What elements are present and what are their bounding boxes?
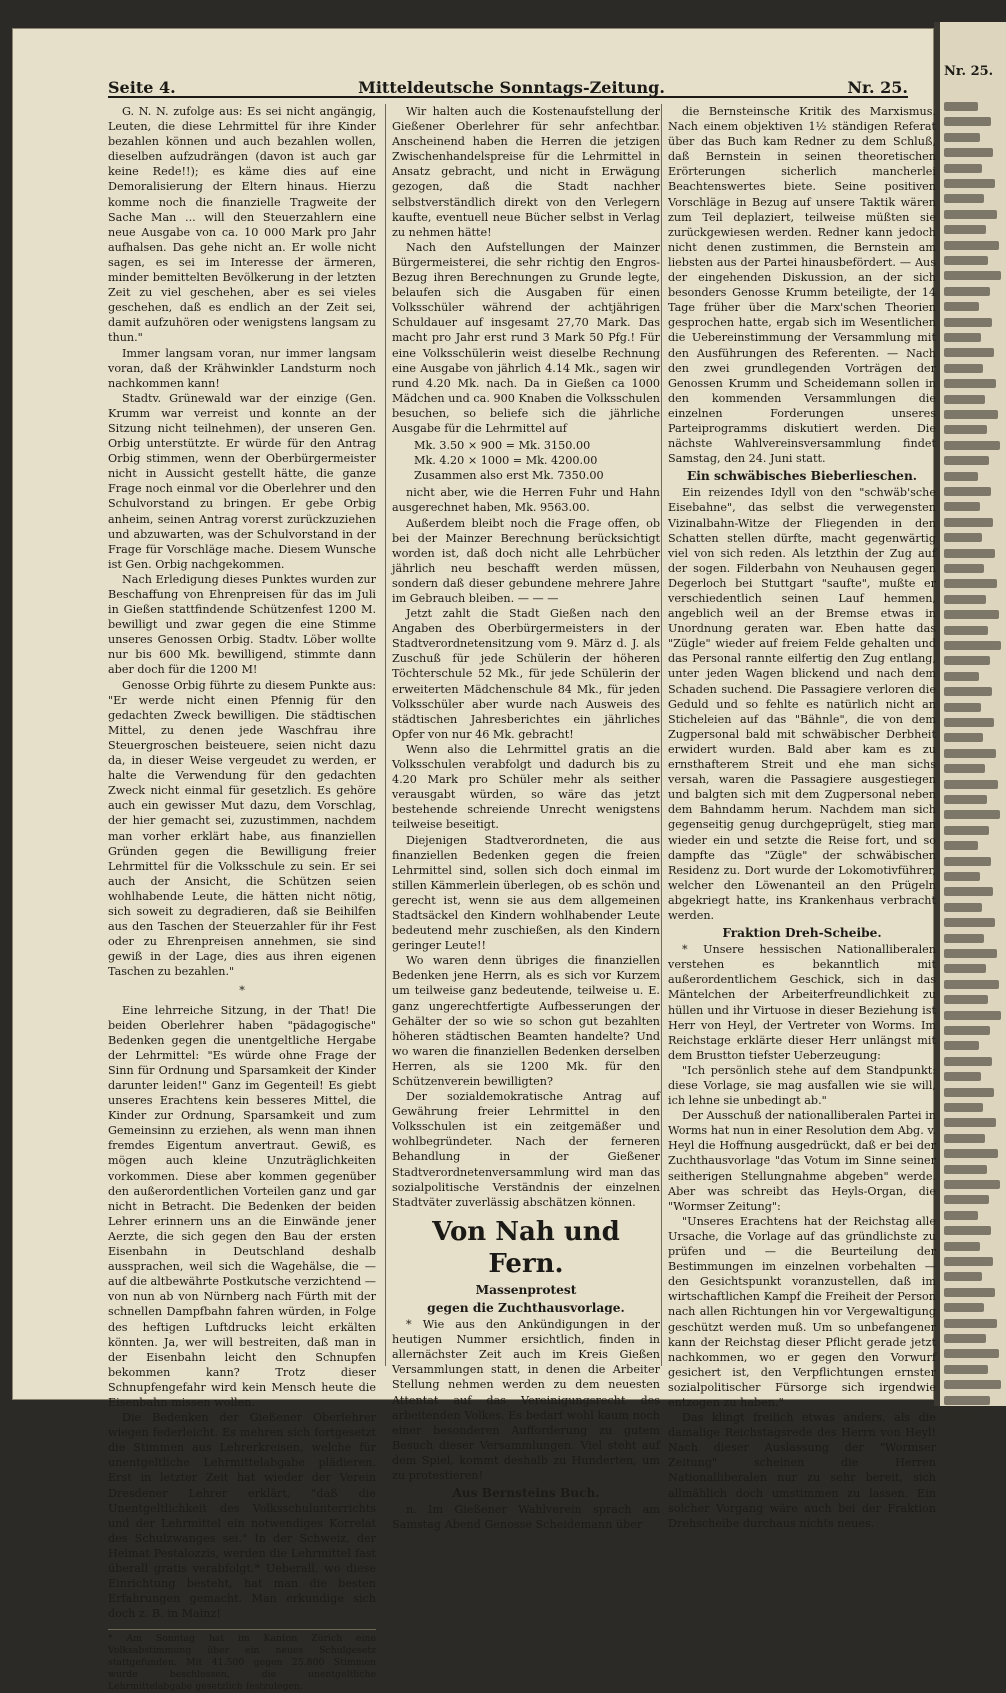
adjacent-page-text-line <box>944 641 1001 650</box>
adjacent-page-text-line <box>944 1057 992 1066</box>
adjacent-page-text-line <box>944 1088 994 1097</box>
article-paragraph: Der Ausschuß der nationalliberalen Partei in Worms hat nun in einer Resolution dem Abg. v. Heyl die Hoffnung ausgedrückt, daß er bei der Zuchthausvorlage "das Votum im Sinne seiner seitherigen Stellungnahme abgeben" werde. Aber was schreibt das Heyls-Organ, die "Wormser Zeitung": <box>668 1109 936 1213</box>
column-2 <box>392 104 660 1532</box>
cost-calculation <box>392 438 660 483</box>
adjacent-page-text-line <box>944 410 998 419</box>
article-paragraph: Nach den Aufstellungen der Mainzer Bürgermeisterei, die sehr richtig den Engros-Bezug ihren Berechnungen zu Grunde legte, belaufen sich die Ausgaben für einen Volksschüler während der achtjährigen Schuldauer auf insgesamt 27,70 Mark. Das macht pro Jahr erst rund 3 Mark 50 Pfg.! Für eine Volksschülerin weist dieselbe Rechnung eine Ausgabe von jährlich 4.14 Mk., sagen wir rund 4.20 Mk. nach. Da in Gießen ca 1000 Mädchen und ca. 900 Knaben die Volksschulen besuchen, so beliefe sich die jährliche Ausgabe für die Lehrmittel auf <box>392 240 660 435</box>
adjacent-page-text-line <box>944 1242 980 1251</box>
adjacent-page-text-line <box>944 364 983 373</box>
adjacent-page-text-line <box>944 318 992 327</box>
article-paragraph: Jetzt zahlt die Stadt Gießen nach den Angaben des Oberbürgermeisters in der Stadtverordnetensitzung vom 9. März d. J. als Zuschuß für jede Schülerin der höheren Töchterschule 52 Mk., für jede Schülerin der erweiterten Mädchenschule 84 Mk., für jeden Volksschüler aber wurde nach Ausweis des städtischen Jahresberichtes ein jährliches Opfer von nur 46 Mk. gebracht! <box>392 607 660 741</box>
adjacent-page-text-line <box>944 1011 1001 1020</box>
adjacent-page-header: Nr. 25. <box>944 64 994 79</box>
newspaper-title: Mitteldeutsche Sonntags-Zeitung. <box>358 77 665 97</box>
adjacent-page-text-line <box>944 903 982 912</box>
adjacent-page-text-line <box>944 210 997 219</box>
article-paragraph: G. N. N. zufolge aus: Es sei nicht angängig, Leuten, die diese Lehrmittel für ihre Kinder bezahlen können und auch bezahlen wollen, dieselben aufzudrängen (davon ist auch gar keine Rede!!); es käme dies auf eine Demoralisierung der Eltern hinaus. Hierzu komme noch die finanzielle Tragweite der Sache Man ... will den Steuerzahlern eine neue Ausgabe von ca. 10 000 Mark pro Jahr aufhalsen. Das gehe nicht an. Er wolle nicht sagen, es sei im Interesse der ärmeren, minder bemittelten Bevölkerung in der letzten Zeit zu viel geschehen, aber es sei vieles geschehen, daß es endlich an der Zeit sei, damit aufzuhören oder wenigstens langsam zu thun." <box>108 105 376 345</box>
adjacent-page-text-line <box>944 595 986 604</box>
article-paragraph: Genosse Orbig führte zu diesem Punkte aus: "Er werde nicht einen Pfennig für den gedachten Zweck bewilligen. Die städtischen Mittel, zu denen jede Waschfrau ihre Steuergroschen beisteuere, seien nicht dazu da, in dieser Weise vergeudet zu werden, er halte die Verwendung für den gedachten Zweck nicht einmal für gesetzlich. Es gehöre auch ein gewisser Mut dazu, dem Vorschlag, der hier gemacht sei, zuzustimmen, nachdem man vorher erklärt habe, aus finanziellen Gründen gegen die Bewilligung freier Lehrmittel für die Volksschule zu sein. Er sei auch der Ansicht, die Schützen seien wohlhabende Leute, die hätten nicht nötig, sich soweit zu degradieren, daß sie Beihilfen aus den Taschen der Steuerzahler für ihr Fest oder zu Ehrenpreisen annehmen, sie sind gewiß in der Lage, dies aus ihren eigenen Taschen zu bezahlen." <box>108 678 376 979</box>
article-paragraph: Außerdem bleibt noch die Frage offen, ob bei der Mainzer Berechnung berücksichtigt worden ist, daß doch nicht alle Lehrbücher jährlich neu beschafft werden müssen, sondern daß dieser gebundene mehrere Jahre im Gebrauch bleiben. — — — <box>392 516 660 605</box>
adjacent-page-text-line <box>944 441 1000 450</box>
adjacent-page-text-line <box>944 918 995 927</box>
adjacent-page-text-line <box>944 872 980 881</box>
adjacent-page-text-line <box>944 964 986 973</box>
adjacent-page-text-line <box>944 749 996 758</box>
adjacent-page-text-line <box>944 395 985 404</box>
adjacent-page-text-line <box>944 857 991 866</box>
article-paragraph: die Bernsteinsche Kritik des Marxismus. Nach einem objektiven 1½ ständigen Referat über das Buch kam Redner zu dem Schluß, daß Bernstein in seinen theoretischen Erörterungen sicherlich mancherlei Beachtenswertes biete. Seine positiven Vorschläge in Bezug auf unsere Taktik wären zum Teil deplaziert, teilweise müßten sie zurückgewiesen werden. Redner kann jedoch nicht denen zustimmen, die Bernstein am liebsten aus der Partei hinausbefördert. — Aus der eingehenden Diskussion, an der sich besonders Genosse Krumm beteiligte, der 14 Tage früher über die Marx'schen Theorien gesprochen hatte, ergab sich im Wesentlichen die Uebereinstimmung der Versammlung mit den Ausführungen des Referenten. — Nach den zwei grundlegenden Vorträgen der Genossen Krumm und Scheidemann sollen in den kommenden Versammlungen die einzelnen Forderungen unseres Parteiprogramms diskutiert werden. Die nächste Wahlvereinsversammlung findet Samstag, den 24. Juni statt. <box>668 105 936 466</box>
adjacent-page-text-line <box>944 287 990 296</box>
footnote: * Am Sonntag hat im Kanton Zürich eine Volksabstimmung über ein neues Schulgesetz stattgefunden. Mit 41.500 gegen 25.800 Stimmen wurde beschlossen, die unentgeltliche Lehrmittelabgabe gesetzlich festzulegen. <box>108 1629 376 1693</box>
article-paragraph: Immer langsam voran, nur immer langsam voran, daß der Krähwinkler Landsturm noch nachkommen kann! <box>108 346 376 390</box>
calculation-line: Mk. 4.20 × 1000 = Mk. 4200.00 <box>414 454 598 468</box>
adjacent-page-text-line <box>944 1365 988 1374</box>
column-3 <box>668 104 936 1530</box>
adjacent-page-text-line <box>944 795 987 804</box>
adjacent-page-text-line <box>944 841 978 850</box>
article-subheading: gegen die Zuchthausvorlage. <box>427 1300 625 1315</box>
page-number: Seite 4. <box>108 77 176 97</box>
adjacent-page-text-line <box>944 225 986 234</box>
section-title: Von Nah und Fern. <box>432 1216 620 1279</box>
article-paragraph: "Unseres Erachtens hat der Reichstag alle Ursache, die Vorlage auf das gründlichste zu prüfen und — die Beurteilung der Bestimmungen im einzelnen vorbehalten — den Gesichtspunkt voranzustellen, daß im wirtschaftlichen Kampf die Freiheit der Person nach allen Richtungen hin vor Vergewaltigung geschützt werden muß. Um so unbefangener kann der Reichstag dieser Pflicht gerade jetzt nachkommen, wo er gegen den Vorwurf gesichert ist, den Verpflichtungen ernster sozialpolitischer Fürsorge sich irgendwie entzogen zu haben." <box>668 1214 936 1409</box>
adjacent-page-text-line <box>944 472 978 481</box>
article-paragraph: nicht aber, wie die Herren Fuhr und Hahn ausgerechnet haben, Mk. 9563.00. <box>392 486 660 515</box>
adjacent-page-text-line <box>944 656 990 665</box>
adjacent-page-text-line <box>944 1134 985 1143</box>
adjacent-page-text-line <box>944 271 1001 280</box>
article-paragraph: Eine lehrreiche Sitzung, in der That! Die beiden Oberlehrer haben "pädagogische" Bedenken gegen die unentgeltliche Hergabe der Lehrmittel: "Es würde ohne Frage der Sinn für Ordnung und Sparsamkeit der Kinder darunter leiden!" Ganz im Gegenteil! Es giebt unseres Erachtens kein besseres Mittel, die Kinder zur Ordnung, Sparsamkeit und zum Gemeinsinn zu erziehen, als wenn man ihnen fremdes Eigentum anvertraut. Gewiß, es mögen auch kleine Unzuträglichkeiten vorkommen. Diese aber kommen gegenüber den außerordentlichen Vorteilen ganz und gar nicht in Betracht. Die Bedenken der beiden Lehrer erinnern uns an die Einwände jener Aerzte, die sich gegen den Bau der ersten Eisenbahn in Deutschland deshalb aussprachen, weil sich die Wagehälse, die — auf die altbewährte Postkutsche verzichtend — von nun ab von Nürnberg nach Fürth mit der schnellen Dampfbahn fahren würden, in Folge des heftigen Luftdrucks leicht erkälten könnten. Ja, wer will bestreiten, daß man in der Eisenbahn leicht den Schnupfen bekommen kann? Trotz dieser Schnupfengefahr wird kein Mensch heute die Eisenbahn missen wollen. <box>108 1003 376 1409</box>
adjacent-page-text-line <box>944 1349 999 1358</box>
adjacent-page-text-line <box>944 826 989 835</box>
adjacent-page-text-line <box>944 733 983 742</box>
adjacent-page-text-line <box>944 672 979 681</box>
adjacent-page-text-line <box>944 1103 983 1112</box>
adjacent-page-text-line <box>944 564 984 573</box>
issue-number: Nr. 25. <box>847 77 908 97</box>
article-paragraph: * Unsere hessischen Nationalliberalen verstehen es bekanntlich mit außerordentlichem Geschick, sich in das Mäntelchen der Arbeiterfreundlichkeit zu hüllen und ihr Virtuose in dieser Beziehung ist Herr von Heyl, der Vertreter von Worms. Im Reichstage erklärte dieser Herr unlängst mit dem Brustton tiefster Ueberzeugung: <box>668 943 936 1062</box>
adjacent-page-text-line <box>944 1165 987 1174</box>
adjacent-page-text-line <box>944 934 984 943</box>
adjacent-page-text-line <box>944 1041 979 1050</box>
adjacent-page-text-line <box>944 256 988 265</box>
adjacent-page-text-line <box>944 1118 996 1127</box>
adjacent-page-text-line <box>944 1380 1001 1389</box>
article-paragraph: Die Bedenken der Gießener Oberlehrer wiegen federleicht. Es mehren sich fortgesetzt die Stimmen aus Lehrerkreisen, welche für unentgeltliche Lehrmittelabgabe plädieren. Erst in letzter Zeit hat wieder der Verein Dresdener Lehrer erklärt, "daß die Unentgeltlichkeit des Volksschulunterrichts und der Lehrmittel ein notwendiges Korrelat des Schulzwanges sei." In der Schweiz, der Heimat Pestalozzis, werden die Lehrmittel fast überall gratis verabfolgt.* Ueberall, wo diese Einrichtung besteht, hat man die besten Erfahrungen gemacht. Man erkundige sich doch z. B. in Mainz! <box>108 1411 376 1621</box>
adjacent-page-text-line <box>944 626 988 635</box>
article-paragraph: n. Im Gießener Wahlverein sprach am Samstag Abend Genosse Scheidemann über <box>392 1503 660 1532</box>
article-paragraph: Ein reizendes Idyll von den "schwäb'sche Eisebahne", das selbst die verwegensten Vizinalbahn-Witze der Fliegenden in den Schatten stellen dürfte, macht gegenwärtig viel von sich reden. Als letzthin der Zug auf der sogen. Filderbahn von Neuhausen gegen Degerloch bei Stuttgart "saufte", mußte er verschiedentlich seinen Lauf hemmen, angeblich weil an der Bremse etwas in Unordnung geraten war. Eben hatte das "Zügle" wieder auf freiem Felde gehalten und das Personal rannte eilfertig den Zug entlang, unter jeden Wagen blickend und nach dem Schaden suchend. Die Passagiere verloren die Geduld und so fehlte es natürlich nicht an Sticheleien auf das "Bähnle", die von dem Zugpersonal bald mit schwäbischer Derbheit erwidert wurden. Bald aber kam es zu ernsthafterem Streit und ehe man sichs versah, waren die Passagiere ausgestiegen und balgten sich mit dem Zugpersonal neben dem Bahndamm herum. Nachdem man sich gegenseitig genug durchgeprügelt, stieg man wieder ein und setzte die Reise fort, und so dampfte das "Zügle" der schwäbischen Residenz zu. Dort wurde der Lokomotivführer, welcher den Löwenanteil an den Prügeln abgekriegt hatte, ins Krankenhaus verbracht werden. <box>668 486 936 922</box>
adjacent-page-text-line <box>944 887 993 896</box>
adjacent-page-text-line <box>944 1257 993 1266</box>
adjacent-page-text-line <box>944 1149 998 1158</box>
adjacent-page-text-line <box>944 102 978 111</box>
page-header <box>108 76 908 98</box>
adjacent-page-text-line <box>944 1319 997 1328</box>
adjacent-page-text-line <box>944 1303 984 1312</box>
adjacent-page-text-line <box>944 348 994 357</box>
adjacent-page-text-line <box>944 1396 990 1405</box>
adjacent-page-text-line <box>944 133 980 142</box>
adjacent-page-text-line <box>944 1411 979 1420</box>
adjacent-page-text-line <box>944 764 985 773</box>
article-heading: Aus Bernsteins Buch. <box>452 1486 600 1501</box>
adjacent-page-text-line <box>944 241 999 250</box>
adjacent-page-text-line <box>944 1288 995 1297</box>
adjacent-page-text-line <box>944 1211 978 1220</box>
adjacent-page-text-line <box>944 610 999 619</box>
column-1 <box>108 104 376 1693</box>
adjacent-page-text-line <box>944 579 997 588</box>
article-paragraph: "Ich persönlich stehe auf dem Standpunkt: diese Vorlage, sie mag ausfallen wie sie will, ich lehne sie unbedingt ab." <box>668 1063 936 1108</box>
adjacent-page-edge <box>934 22 1006 1406</box>
adjacent-page-text-line <box>944 810 1000 819</box>
adjacent-page-text-line <box>944 549 995 558</box>
adjacent-page-text-line <box>944 487 991 496</box>
column-divider <box>385 104 386 1366</box>
adjacent-page-text-line <box>944 194 984 203</box>
article-paragraph: Wo waren denn übriges die finanziellen Bedenken jene Herrn, als es sich vor Kurzem um teilweise ganz bedeutende, teilweise u. E. ganz ungerechtfertigte Aufbesserungen der Gehälter der so wie so schon gut bezahlten höheren städtischen Beamten handelte? Und wo waren die finanziellen Bedenken derselben Herren, als sie 1200 Mk. für den Schützenverein bewilligten? <box>392 954 660 1088</box>
article-paragraph: * Wie aus den Ankündigungen in der heutigen Nummer ersichtlich, finden in allernächster Zeit auch im Kreis Gießen Versammlungen statt, in denen die Arbeiter Stellung nehmen werden zu dem neuesten Attentat auf das Vereinigungsrecht des arbeitenden Volkes. Es bedarf wohl kaum noch einer besonderen Aufforderung zu gutem Besuch dieser Versammlungen. Viel steht auf dem Spiel, kommt deshalb zu Hunderten, um zu protestieren! <box>392 1318 660 1482</box>
calculation-line: Mk. 3.50 × 900 = Mk. 3150.00 <box>414 439 591 453</box>
adjacent-page-text-line <box>944 456 989 465</box>
adjacent-page-text-line <box>944 148 993 157</box>
article-heading: Ein schwäbisches Bieberlieschen. <box>686 469 918 484</box>
header-rule <box>108 96 908 98</box>
adjacent-page-text-line <box>944 1072 981 1081</box>
article-paragraph: Nach Erledigung dieses Punktes wurden zur Beschaffung von Ehrenpreisen für das im Juli in Gießen stattfindende Schützenfest 1200 M. bewilligt und zwar gegen die eine Stimme unseres Genossen Orbig. Stadtv. Löber wollte nur bis 600 Mk. bewilligend, stimmte dann aber doch für die 1200 M! <box>108 572 376 677</box>
adjacent-page-text-line <box>944 164 982 173</box>
adjacent-page-text-line <box>944 687 992 696</box>
article-paragraph: Das klingt freilich etwas anders, als die damalige Reichstagsrede des Herrn von Heyl! Nach dieser Auslassung der "Wormser Zeitung" scheinen die Herren Nationalliberalen nur zu sehr bereit, sich allmählich doch umstimmen zu lassen. Ein solcher Vorgang wäre auch bei der Fraktion Drehscheibe durchaus nichts neues. <box>668 1411 936 1530</box>
article-paragraph: Stadtv. Grünewald war der einzige (Gen. Krumm war verreist und konnte an der Sitzung nicht teilnehmen), der unseren Gen. Orbig unterstützte. Er würde für den Antrag Orbig stimmen, wenn der Oberbürgermeister nicht in Aussicht gestellt hätte, die ganze Frage noch einmal vor die Oberlehrer und den Schulvorstand zu bringen. Er gebe Orbig anheim, seinen Antrag vorerst zurückzuziehen und abzuwarten, was der Schulvorstand in der Frage für Vorschläge mache. Diesem Wunsche ist Gen. Orbig nachgekommen. <box>108 391 376 571</box>
adjacent-page-text-line <box>944 533 982 542</box>
article-paragraph: Diejenigen Stadtverordneten, die aus finanziellen Bedenken gegen die freien Lehrmittel sind, sollen sich doch einmal im stillen Kämmerlein überlegen, ob es schön und gerecht ist, wenn sie aus dem allgemeinen Stadtsäckel den Kindern wohlhabender Leute bedeutend mehr zuschießen, als den Kindern geringer Leute!! <box>392 833 660 953</box>
adjacent-page-text-line <box>944 1334 986 1343</box>
adjacent-page-text-line <box>944 1026 990 1035</box>
adjacent-page-text-line <box>944 379 996 388</box>
adjacent-page-text-line <box>944 117 991 126</box>
article-heading: Fraktion Dreh-Scheibe. <box>722 926 882 941</box>
adjacent-page-text-line <box>944 179 995 188</box>
article-paragraph: Der sozialdemokratische Antrag auf Gewährung freier Lehrmittel in den Volksschulen ist ein zeitgemäßer und wohlbegründeter. Nach der ferneren Behandlung in der Gießener Stadtverordnetenversammlung wird man das sozialpolitische Verständnis der einzelnen Stadtväter zuverlässig abschätzen können. <box>392 1090 660 1209</box>
adjacent-page-text-line <box>944 703 981 712</box>
adjacent-page-text-line <box>944 780 998 789</box>
adjacent-page-text-line <box>944 502 980 511</box>
article-paragraph: Wir halten auch die Kostenaufstellung der Gießener Oberlehrer für sehr anfechtbar. Anscheinend haben die Herren die jetzigen Zwischenhandelspreise für die Lehrmittel in Ansatz gebracht, und nicht in Erwägung gezogen, daß die Stadt nachher selbstverständlich direkt von den Verlegern kaufte, eventuell neue Bücher selbst in Verlag zu nehmen hätte! <box>392 105 660 239</box>
adjacent-page-text-line <box>944 1195 989 1204</box>
adjacent-page-text-line <box>944 980 999 989</box>
adjacent-page-text-line <box>944 333 981 342</box>
adjacent-page-text-line <box>944 1226 991 1235</box>
adjacent-page-text-line <box>944 302 979 311</box>
column-divider <box>661 104 662 1366</box>
adjacent-page-text-line <box>944 1180 1000 1189</box>
adjacent-page-text-line <box>944 1272 982 1281</box>
calculation-total: Zusammen also erst Mk. 7350.00 <box>414 469 604 483</box>
section-separator: * <box>239 984 245 998</box>
article-heading: Massenprotest <box>475 1282 577 1297</box>
adjacent-page-text-line <box>944 425 987 434</box>
adjacent-page-text-line <box>944 718 994 727</box>
article-paragraph: Wenn also die Lehrmittel gratis an die Volksschulen verabfolgt und dadurch bis zu 4.20 Mark pro Schüler mehr als seither verausgabt würden, so wäre das jetzt bestehende schreiende Unrecht wenigstens teilweise beseitigt. <box>392 742 660 832</box>
adjacent-page-text-line <box>944 949 997 958</box>
adjacent-page-text-line <box>944 518 993 527</box>
adjacent-page-text-line <box>944 995 988 1004</box>
